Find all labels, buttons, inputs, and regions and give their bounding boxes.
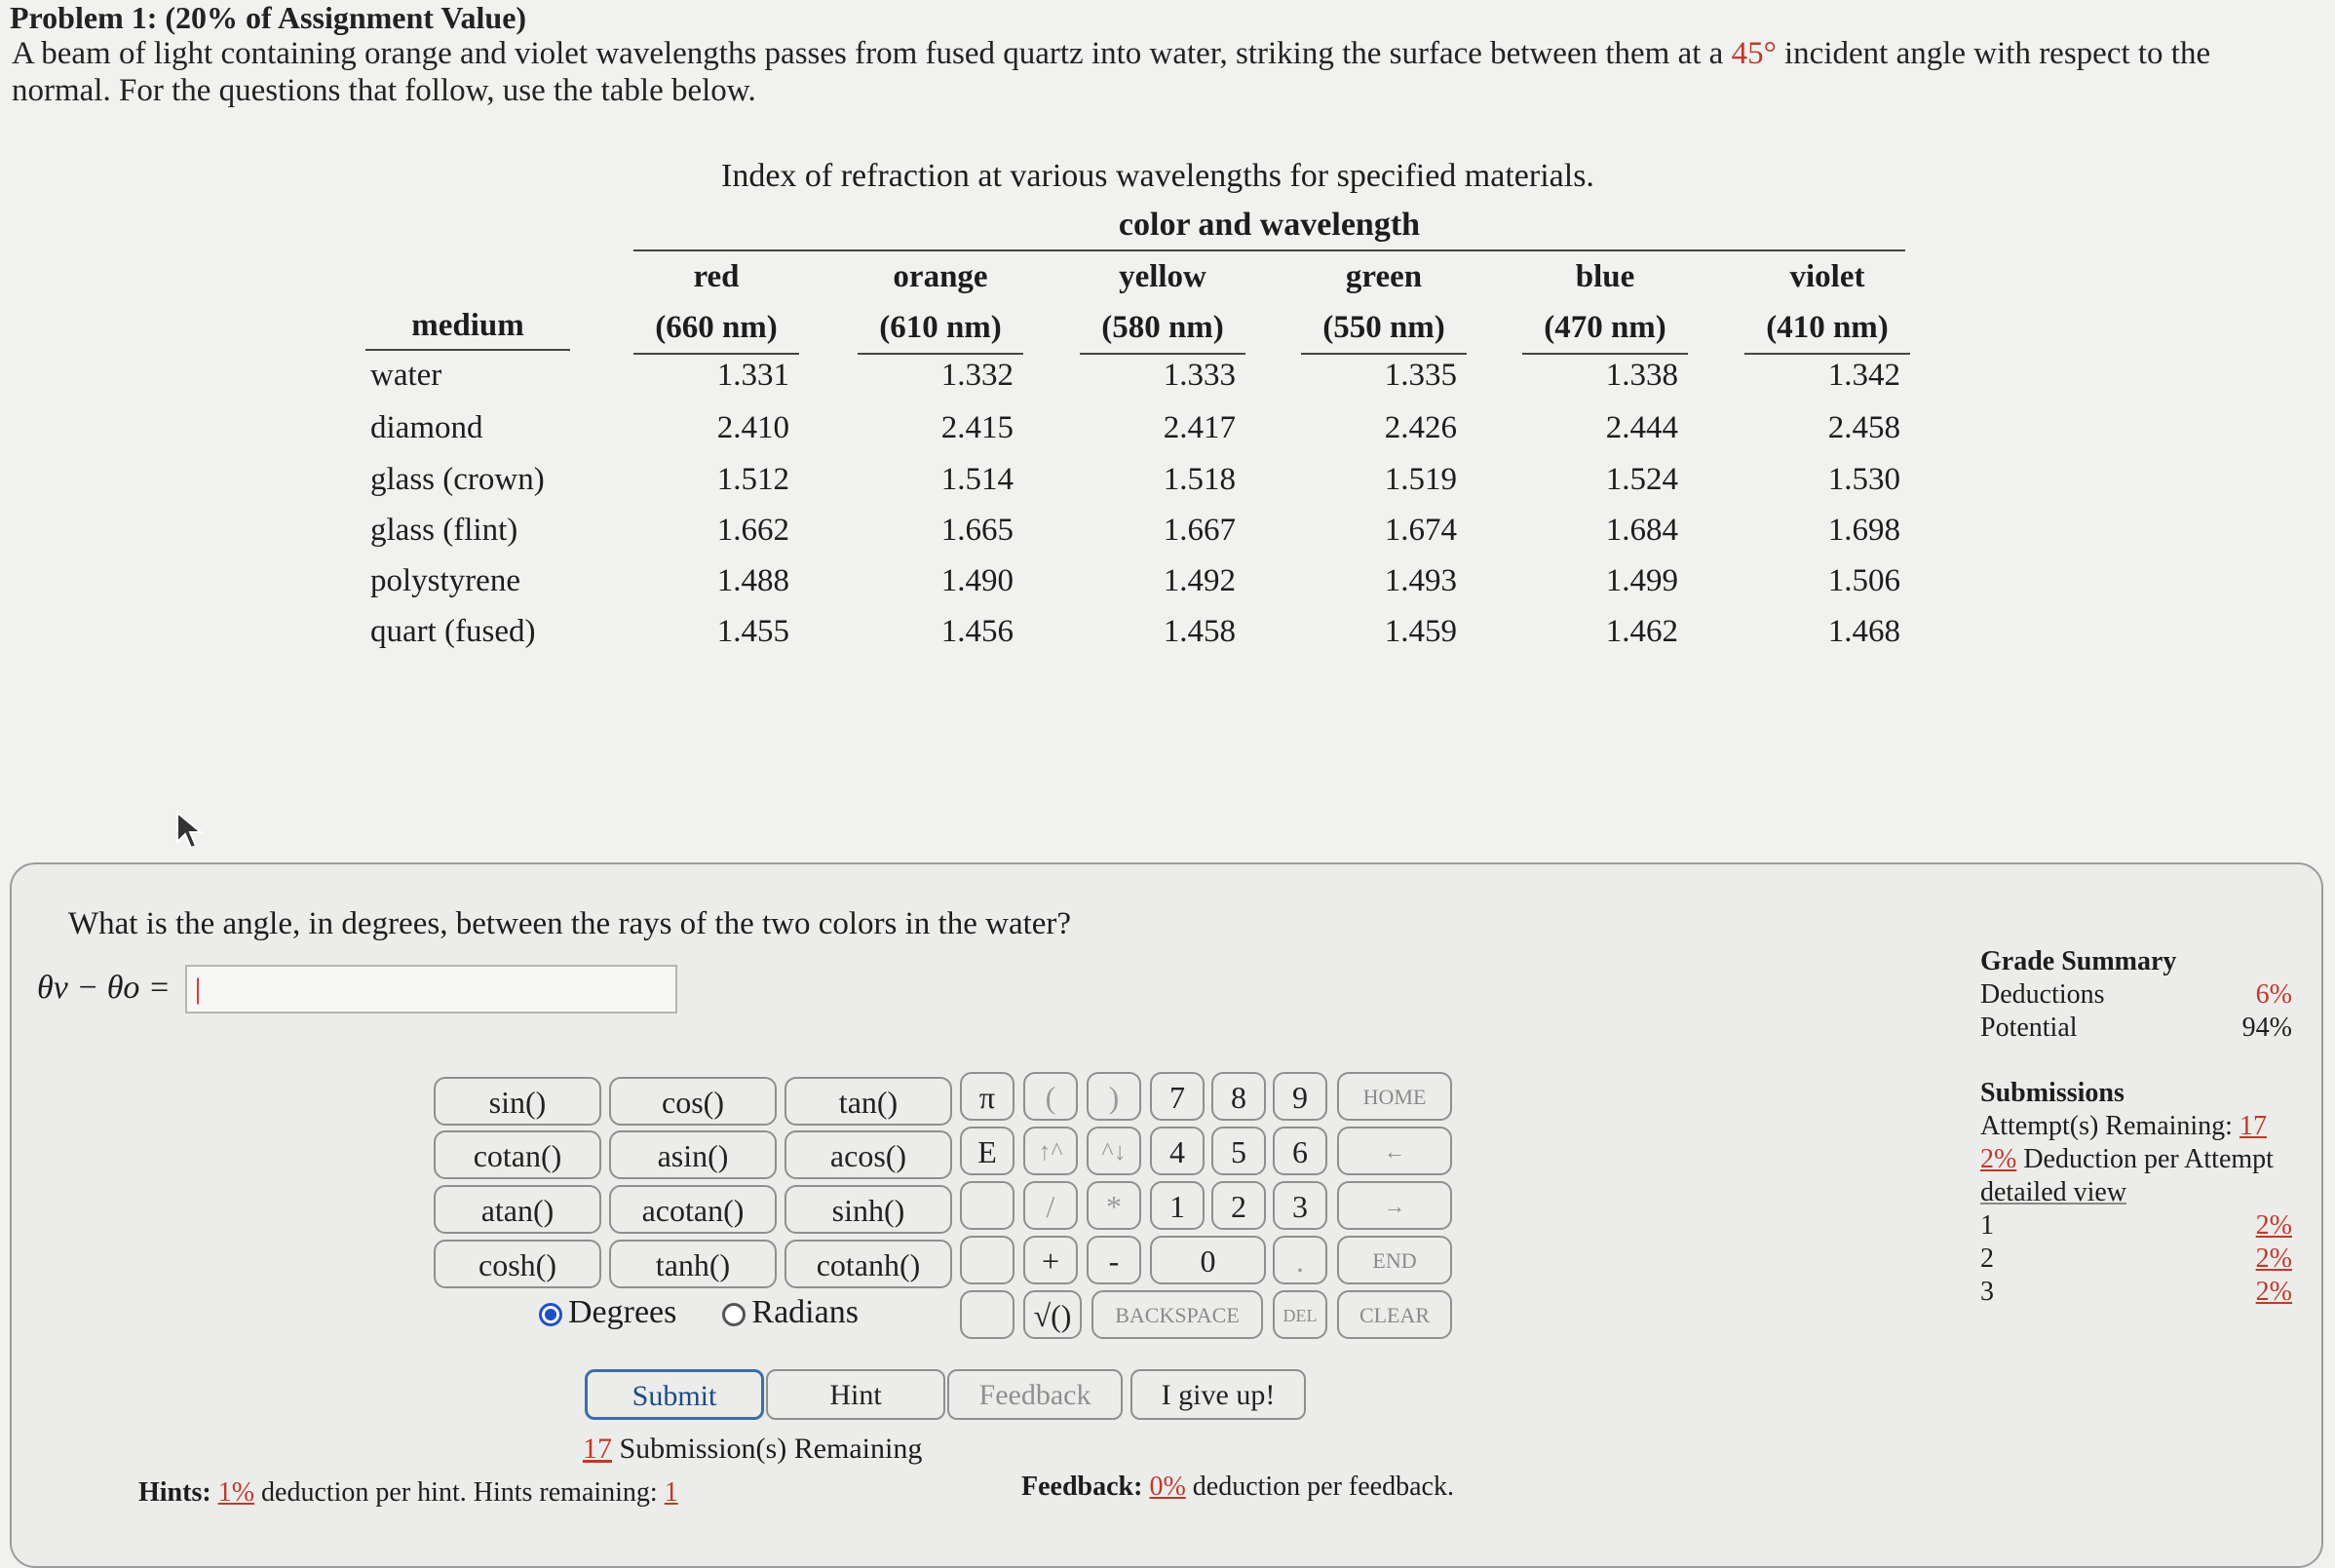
function-button-cos[interactable]: cos(): [609, 1077, 777, 1126]
table-group-header: color and wavelength: [1118, 207, 1421, 243]
deductions-label: Deductions: [1980, 979, 2105, 1010]
radians-radio[interactable]: [722, 1303, 746, 1326]
sqrt-key[interactable]: √(): [1023, 1290, 1082, 1339]
prompt-text-start: A beam of light containing orange and violet wavelengths passes from fused quartz into water, striking the surface between them at a: [12, 36, 1732, 71]
column-wavelength-label: (610 nm): [858, 302, 1023, 355]
attempt-row: [1980, 1209, 2292, 1243]
table-cell: 1.667: [1163, 513, 1236, 548]
function-button-sin[interactable]: sin(): [434, 1077, 601, 1126]
table-cell: 2.458: [1827, 410, 1900, 445]
column-color-label: green: [1345, 259, 1423, 294]
attempt-row: [1980, 1243, 2292, 1276]
minus-key[interactable]: -: [1087, 1236, 1141, 1284]
table-cell: 1.459: [1384, 614, 1457, 649]
hint-deduction-text: deduction per hint. Hints remaining:: [254, 1477, 658, 1508]
attempt-number: 3: [1980, 1277, 1994, 1307]
question-text: What is the angle, in degrees, between the rays of the two colors in the water?: [68, 906, 1072, 941]
table-row-medium: water: [370, 358, 442, 393]
attempts-value: 17: [2239, 1111, 2267, 1141]
prompt-text-end: incident angle with respect to the normal. For the questions that follow, use the table below.: [12, 36, 2211, 108]
blank-key-3[interactable]: [960, 1290, 1014, 1339]
attempt-row: [1980, 1276, 2292, 1309]
degrees-radio[interactable]: [539, 1303, 562, 1326]
potential-value: 94%: [2241, 1013, 2292, 1043]
left-arrow-key[interactable]: ←: [1337, 1127, 1452, 1175]
column-wavelength-label: (580 nm): [1080, 302, 1245, 355]
angle-mode: [539, 1294, 859, 1331]
attempts-label: Attempt(s) Remaining:: [1980, 1111, 2239, 1141]
table-cell: 1.514: [940, 462, 1014, 497]
attempt-deduction: 2%: [2255, 1243, 2292, 1274]
clear-key[interactable]: CLEAR: [1337, 1290, 1452, 1339]
table-cell: 2.426: [1384, 410, 1457, 445]
table-cell: 1.674: [1384, 513, 1457, 548]
key-3[interactable]: 3: [1273, 1181, 1327, 1230]
answer-variable-label: θv − θo =: [37, 970, 171, 1006]
exponent-key[interactable]: E: [960, 1127, 1014, 1175]
column-wavelength-label: (660 nm): [633, 302, 799, 355]
blank-key-1[interactable]: [960, 1181, 1014, 1230]
table-cell: 1.665: [940, 513, 1014, 548]
give-up-button[interactable]: I give up!: [1130, 1369, 1306, 1420]
feedback-label: Feedback:: [1021, 1472, 1143, 1502]
attempt-deduction-value: 2%: [1980, 1144, 2017, 1174]
table-cell: 1.333: [1163, 358, 1236, 393]
column-color-label: orange: [893, 259, 988, 294]
hint-deduction: 1%: [217, 1477, 255, 1508]
table-cell: 1.468: [1827, 614, 1900, 649]
table-cell: 2.444: [1605, 410, 1678, 445]
column-header-violet: [1744, 251, 1910, 355]
hints-info: [138, 1477, 678, 1509]
grade-summary-title: Grade Summary: [1980, 946, 2177, 976]
feedback-deduction-text: deduction per feedback.: [1185, 1472, 1454, 1502]
function-button-atan[interactable]: atan(): [434, 1185, 601, 1234]
hints-remaining: 1: [664, 1477, 678, 1508]
table-cell: 1.492: [1163, 563, 1236, 598]
incident-angle: 45°: [1731, 36, 1777, 71]
table-cell: 1.338: [1605, 358, 1678, 393]
column-color-label: blue: [1575, 259, 1635, 294]
table-cell: 1.456: [940, 614, 1014, 649]
table-cell: 1.331: [716, 358, 789, 393]
attempt-list: [1980, 1209, 2292, 1309]
column-wavelength-label: (550 nm): [1301, 302, 1467, 355]
feedback-deduction: 0%: [1149, 1472, 1186, 1502]
problem-prompt: [12, 35, 2312, 109]
table-cell: 2.415: [940, 410, 1014, 445]
problem-title: Problem 1: (20% of Assignment Value): [10, 0, 527, 35]
function-button-cosh[interactable]: cosh(): [434, 1240, 601, 1288]
function-button-cotan[interactable]: cotan(): [434, 1130, 601, 1179]
table-cell: 1.335: [1384, 358, 1457, 393]
down-arrow-key[interactable]: ^↓: [1087, 1127, 1141, 1175]
table-cell: 1.458: [1163, 614, 1236, 649]
right-paren-key[interactable]: ): [1087, 1072, 1141, 1121]
attempt-number: 1: [1980, 1210, 1994, 1241]
grade-summary: [1980, 945, 2292, 1045]
up-arrow-key[interactable]: ↑^: [1023, 1127, 1078, 1175]
submissions-remaining: [583, 1433, 922, 1466]
medium-column-header: medium: [365, 302, 570, 351]
backspace-key[interactable]: BACKSPACE: [1091, 1290, 1263, 1339]
mouse-cursor-icon: [175, 811, 203, 850]
feedback-button[interactable]: Feedback: [947, 1369, 1123, 1420]
potential-label: Potential: [1980, 1013, 2078, 1043]
table-cell: 1.698: [1827, 513, 1900, 548]
table-row-medium: glass (flint): [370, 513, 518, 548]
table-row-medium: quart (fused): [370, 614, 536, 649]
key-6[interactable]: 6: [1273, 1127, 1327, 1175]
answer-input[interactable]: [185, 965, 677, 1013]
column-header-yellow: [1080, 251, 1245, 355]
table-cell: 1.662: [716, 513, 789, 548]
attempt-deduction: 2%: [2255, 1210, 2292, 1241]
column-header-red: [633, 251, 799, 355]
table-cell: 1.455: [716, 614, 789, 649]
hint-button[interactable]: Hint: [766, 1369, 945, 1420]
submissions-remaining-text: Submission(s) Remaining: [612, 1433, 923, 1465]
column-header-green: [1301, 251, 1467, 355]
feedback-info: [1021, 1472, 1454, 1503]
table-cell: 1.488: [716, 563, 789, 598]
hints-label: Hints:: [138, 1477, 211, 1508]
key-7[interactable]: 7: [1150, 1072, 1205, 1121]
degrees-label: Degrees: [568, 1294, 677, 1330]
detailed-view-link[interactable]: detailed view: [1980, 1177, 2127, 1207]
table-cell: 2.417: [1163, 410, 1236, 445]
divide-key[interactable]: /: [1023, 1181, 1078, 1230]
function-button-tanh[interactable]: tanh(): [609, 1240, 777, 1288]
key-5[interactable]: 5: [1211, 1127, 1266, 1175]
delete-key[interactable]: DEL: [1273, 1290, 1327, 1339]
table-row-medium: glass (crown): [370, 462, 545, 497]
column-header-orange: [858, 251, 1023, 355]
table-cell: 1.512: [716, 462, 789, 497]
radians-label: Radians: [751, 1294, 859, 1330]
key-8[interactable]: 8: [1211, 1072, 1266, 1121]
table-cell: 1.342: [1827, 358, 1900, 393]
column-color-label: yellow: [1119, 259, 1206, 294]
table-row-medium: polystyrene: [370, 563, 520, 598]
table-cell: 1.506: [1827, 563, 1900, 598]
column-wavelength-label: (470 nm): [1522, 302, 1688, 355]
function-button-sinh[interactable]: sinh(): [785, 1185, 952, 1234]
submit-button[interactable]: Submit: [585, 1369, 764, 1420]
function-button-acotan[interactable]: acotan(): [609, 1185, 777, 1234]
column-color-label: violet: [1789, 259, 1865, 294]
blank-key-2[interactable]: [960, 1236, 1014, 1284]
column-color-label: red: [693, 259, 740, 294]
submissions-remaining-count: 17: [583, 1433, 612, 1465]
decimal-key[interactable]: .: [1273, 1236, 1327, 1284]
table-row-medium: diamond: [370, 410, 483, 445]
table-cell: 1.493: [1384, 563, 1457, 598]
key-4[interactable]: 4: [1150, 1127, 1205, 1175]
deductions-value: 6%: [2255, 979, 2292, 1010]
table-cell: 2.410: [716, 410, 789, 445]
table-cell: 1.519: [1384, 462, 1457, 497]
key-2[interactable]: 2: [1211, 1181, 1266, 1230]
submissions-title: Submissions: [1980, 1078, 2124, 1108]
plus-key[interactable]: +: [1023, 1236, 1078, 1284]
home-key[interactable]: HOME: [1337, 1072, 1452, 1121]
table-cell: 1.499: [1605, 563, 1678, 598]
key-9[interactable]: 9: [1273, 1072, 1327, 1121]
right-arrow-key[interactable]: →: [1337, 1181, 1452, 1230]
function-button-tan[interactable]: tan(): [785, 1077, 952, 1126]
table-cell: 1.684: [1605, 513, 1678, 548]
column-header-blue: [1522, 251, 1688, 355]
table-cell: 1.490: [940, 563, 1014, 598]
table-cell: 1.462: [1605, 614, 1678, 649]
table-cell: 1.524: [1605, 462, 1678, 497]
table-caption: Index of refraction at various wavelengths for specified materials.: [721, 158, 1594, 194]
table-divider: [633, 249, 1905, 251]
attempt-number: 2: [1980, 1243, 1994, 1274]
left-paren-key[interactable]: (: [1023, 1072, 1078, 1121]
function-button-acos[interactable]: acos(): [785, 1130, 952, 1179]
attempt-deduction-text: Deduction per Attempt: [2016, 1144, 2274, 1174]
column-wavelength-label: (410 nm): [1744, 302, 1910, 355]
function-button-asin[interactable]: asin(): [609, 1130, 777, 1179]
table-cell: 1.332: [940, 358, 1014, 393]
end-key[interactable]: END: [1337, 1236, 1452, 1284]
submissions-summary: [1980, 1077, 2292, 1309]
pi-key[interactable]: π: [960, 1072, 1014, 1121]
function-button-cotanh[interactable]: cotanh(): [785, 1240, 952, 1288]
table-cell: 1.530: [1827, 462, 1900, 497]
multiply-key[interactable]: *: [1087, 1181, 1141, 1230]
key-0[interactable]: 0: [1150, 1236, 1266, 1284]
key-1[interactable]: 1: [1150, 1181, 1205, 1230]
table-cell: 1.518: [1163, 462, 1236, 497]
attempt-deduction: 2%: [2255, 1277, 2292, 1307]
